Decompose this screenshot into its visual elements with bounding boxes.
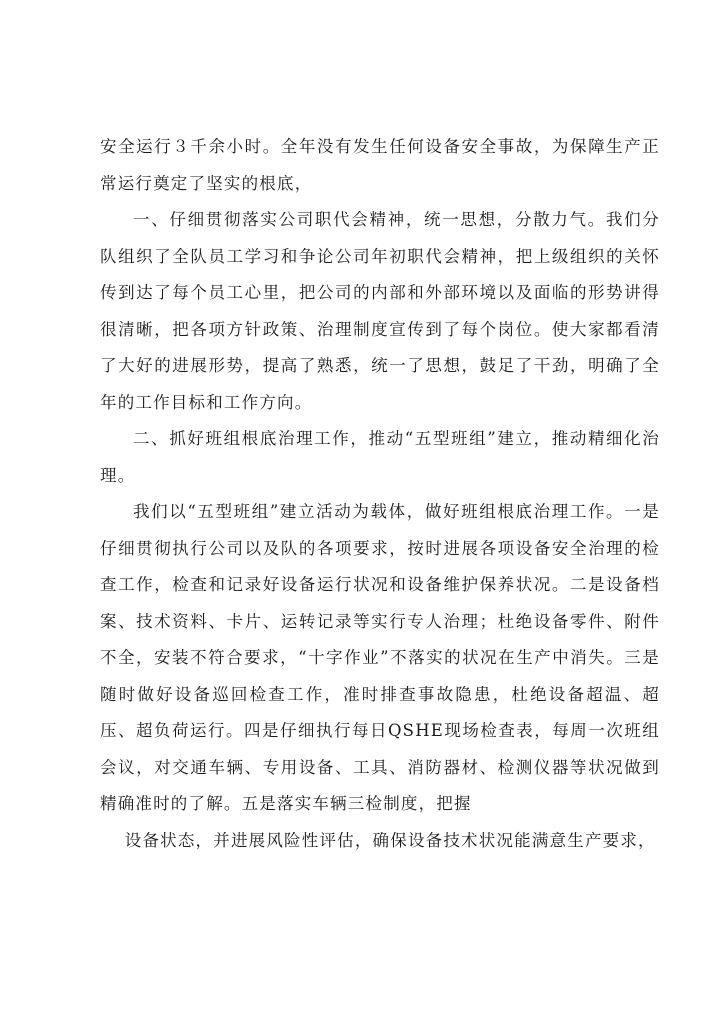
paragraph-final: 设备状态，并进展风险性评估，确保设备技术状况能满意生产要求， [124, 830, 656, 850]
paragraph-section-one: 一、仔细贯彻落实公司职代会精神，统一思想，分散力气。我们分队组织了全队员工学习和争论公司年初职代会精神，把上级组织的关怀传到达了每个员工心里，把公司的内部和外部环境以及面临的形势讲得很清晰，把各项方针政策、治理制度宣传到了每个岗位。使大家都看清了大好的进展形势，提高了熟悉，统一了思想，鼓足了干劲，明确了全年的工作目标和工作方向。 [100, 210, 660, 412]
document-body [100, 129, 660, 859]
paragraph-section-two-body: 我们以“五型班组”建立活动为载体，做好班组根底治理工作。一是仔细贯彻执行公司以及队的各项要求，按时进展各项设备安全治理的检查工作，检查和记录好设备运行状况和设备维护保养状况。二是设备档案、技术资料、卡片、运转记录等实行专人治理；杜绝设备零件、附件不全，安装不符合要求，“十字作业”不落实的状况在生产中消失。三是随时做好设备巡回检查工作，准时排查事故隐患，杜绝设备超温、超压、超负荷运行。四是仔细执行每日QSHE现场检查表，每周一次班组会议，对交通车辆、专用设备、工具、消防器材、检测仪器等状况做到精确准时的了解。五是落实车辆三检制度，把握 [100, 502, 660, 813]
paragraph-section-two-heading: 二、抓好班组根底治理工作，推动“五型班组”建立，推动精细化治理。 [100, 429, 660, 485]
paragraph-continuation: 安全运行３千余小时。全年没有发生任何设备安全事故，为保障生产正常运行奠定了坚实的根底， [100, 137, 660, 193]
